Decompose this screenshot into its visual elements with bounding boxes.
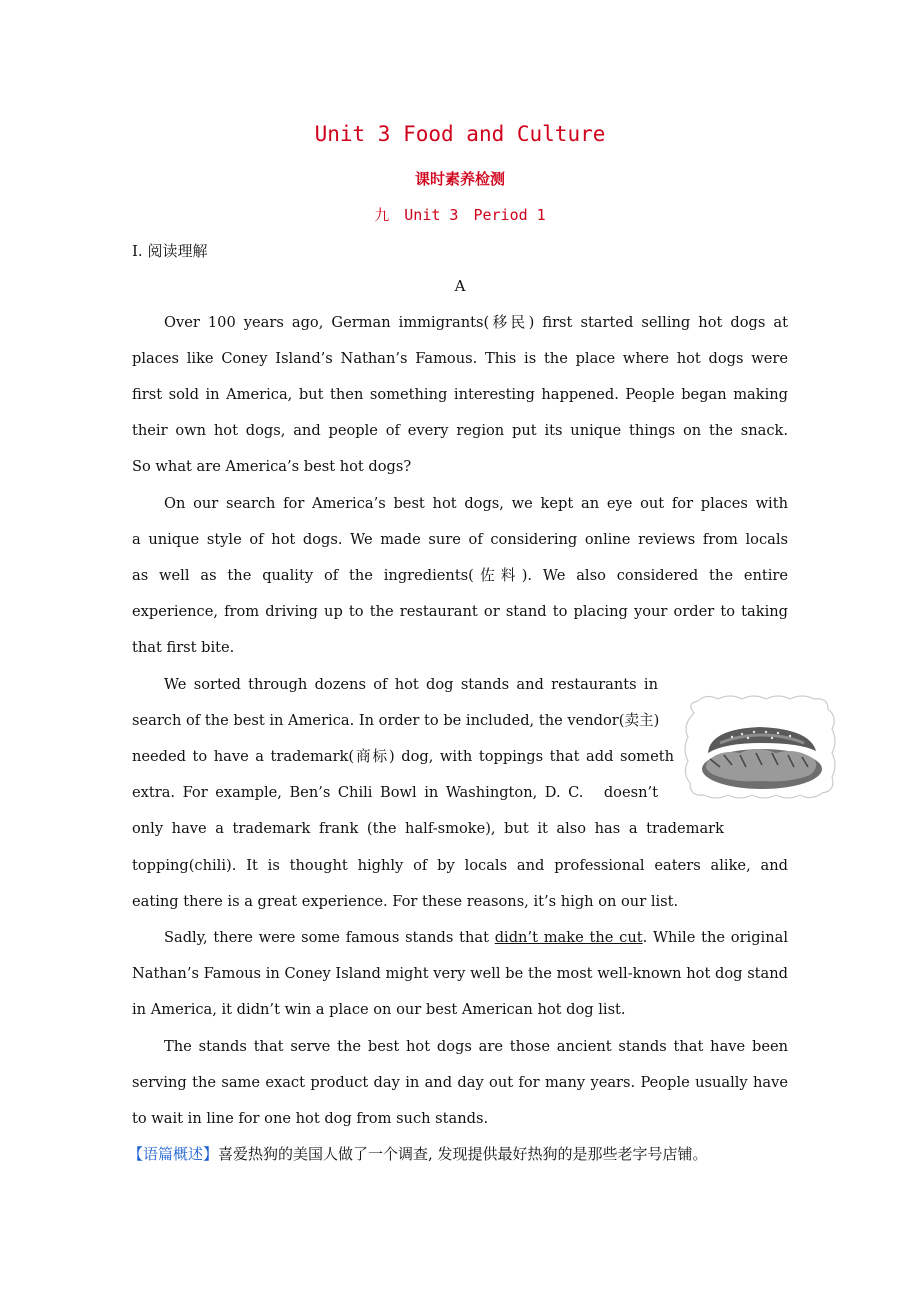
p3-line: extra. For example, Ben’s Chili Bowl in Washington, D. C. doesn’t (132, 784, 658, 801)
p4-text-post: . While the original (642, 929, 788, 946)
passage-letter: A (454, 277, 466, 295)
p4-line: in America, it didn’t win a place on our best American hot dog list. (132, 1001, 626, 1018)
p5-line: The stands that serve the best hot dogs are those ancient stands that have been (164, 1038, 788, 1055)
passage-summary (128, 1143, 708, 1164)
p3-line: topping(chili). It is thought highly of by locals and professional eaters alike, and (132, 857, 788, 874)
p2-line: a unique style of hot dogs. We made sure of considering online reviews from locals (132, 531, 788, 548)
p3-line: search of the best in America. In order to be included, the vendor(卖主) (132, 712, 660, 729)
p4-line: Nathan’s Famous in Coney Island might very well be the most well-known hot dog stand (132, 965, 788, 982)
p1-line: their own hot dogs, and people of every region put its unique things on the snack. (132, 422, 788, 439)
p5-line: serving the same exact product day in and day out for many years. People usually have (132, 1074, 788, 1091)
p4-text-pre: Sadly, there were some famous stands that (164, 929, 495, 946)
p3-line: eating there is a great experience. For these reasons, it’s high on our list. (132, 893, 679, 910)
section-label: Ⅰ. 阅读理解 (132, 242, 208, 260)
underlined-phrase: didn’t make the cut (494, 929, 643, 946)
p3-line: We sorted through dozens of hot dog stands and restaurants in (164, 676, 658, 693)
p5-line: to wait in line for one hot dog from such stands. (132, 1110, 489, 1127)
summary-tag: 【语篇概述】 (128, 1145, 219, 1163)
p2-line: as well as the quality of the ingredients(佐料). We also considered the entire (132, 567, 788, 584)
p2-line: that first bite. (132, 639, 235, 656)
p4-line (164, 927, 788, 949)
page-title: Unit 3 Food and Culture (314, 122, 606, 146)
page-subtitle: 课时素养检测 (414, 170, 505, 188)
p2-line: On our search for America’s best hot dogs, we kept an eye out for places with (164, 495, 788, 512)
p1-line: places like Coney Island’s Nathan’s Famous. This is the place where hot dogs were (132, 350, 788, 367)
summary-text: 喜爱热狗的美国人做了一个调查, 发现提供最好热狗的是那些老字号店铺。 (218, 1145, 708, 1163)
p3-line: only have a trademark frank (the half-smoke), but it also has a trademark (132, 820, 724, 837)
p1-line: So what are America’s best hot dogs? (132, 458, 412, 475)
p3-line: needed to have a trademark(商标) dog, with toppings that add someth (132, 748, 674, 765)
hot-dog-photo (680, 693, 840, 801)
p2-line: experience, from driving up to the restaurant or stand to placing your order to taking (132, 603, 788, 620)
period-heading: 九 Unit 3 Period 1 (374, 206, 546, 224)
p1-line: first sold in America, but then something interesting happened. People began making (132, 386, 788, 403)
p1-line: Over 100 years ago, German immigrants(移民) first started selling hot dogs at (164, 314, 788, 331)
